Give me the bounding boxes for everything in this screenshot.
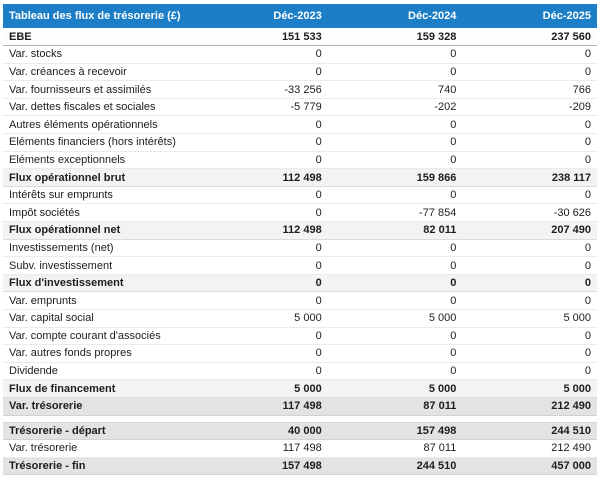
row-label: Var. compte courant d'associés — [3, 327, 193, 345]
spacer-cell — [3, 415, 597, 422]
cell-value: 87 011 — [328, 440, 463, 458]
cell-value: 0 — [462, 274, 597, 292]
cell-value: 0 — [193, 274, 328, 292]
cell-value: 207 490 — [462, 222, 597, 240]
row-label: Var. dettes fiscales et sociales — [3, 98, 193, 116]
cell-value: 0 — [193, 116, 328, 134]
cell-value: 0 — [462, 134, 597, 152]
cell-value: 212 490 — [462, 440, 597, 458]
table-row — [3, 327, 597, 345]
table-row — [3, 345, 597, 363]
table-title: Tableau des flux de trésorerie (£) — [3, 4, 193, 28]
cell-value: 0 — [193, 186, 328, 204]
row-label: Var. autres fonds propres — [3, 345, 193, 363]
cell-value: 0 — [462, 345, 597, 363]
row-label: Var. fournisseurs et assimilés — [3, 81, 193, 99]
table-row — [3, 63, 597, 81]
cell-value: 5 000 — [193, 380, 328, 398]
cell-value: -77 854 — [328, 204, 463, 222]
cell-value: -5 779 — [193, 98, 328, 116]
table-row — [3, 310, 597, 328]
table-row — [3, 28, 597, 46]
cell-value: 238 117 — [462, 169, 597, 187]
cashflow-table — [3, 4, 597, 475]
table-row — [3, 422, 597, 440]
cell-value: 212 490 — [462, 397, 597, 415]
table-row — [3, 204, 597, 222]
cell-value: 766 — [462, 81, 597, 99]
cell-value: 0 — [193, 327, 328, 345]
cell-value: 40 000 — [193, 422, 328, 440]
cell-value: 5 000 — [462, 380, 597, 398]
row-label: Eléments exceptionnels — [3, 151, 193, 169]
cell-value: 0 — [462, 151, 597, 169]
row-label: Dividende — [3, 362, 193, 380]
cell-value: 0 — [328, 345, 463, 363]
table-body — [3, 28, 597, 475]
row-label: Trésorerie - fin — [3, 457, 193, 475]
row-label: Var. emprunts — [3, 292, 193, 310]
table-row — [3, 98, 597, 116]
cell-value: 117 498 — [193, 397, 328, 415]
row-label: Subv. investissement — [3, 257, 193, 275]
column-header-dec-2023: Déc-2023 — [193, 4, 328, 28]
column-header-dec-2024: Déc-2024 — [328, 4, 463, 28]
row-label: Investissements (net) — [3, 239, 193, 257]
cell-value: 5 000 — [462, 310, 597, 328]
table-row — [3, 169, 597, 187]
cell-value: 82 011 — [328, 222, 463, 240]
table-spacer — [3, 415, 597, 422]
cell-value: 0 — [462, 362, 597, 380]
cell-value: 0 — [328, 186, 463, 204]
row-label: Autres éléments opérationnels — [3, 116, 193, 134]
cell-value: 244 510 — [462, 422, 597, 440]
cell-value: 0 — [193, 204, 328, 222]
row-label: Flux de financement — [3, 380, 193, 398]
table-row — [3, 380, 597, 398]
table-row — [3, 46, 597, 64]
cell-value: -209 — [462, 98, 597, 116]
cell-value: 0 — [462, 239, 597, 257]
row-label: Flux opérationnel net — [3, 222, 193, 240]
row-label: Var. créances à recevoir — [3, 63, 193, 81]
cell-value: 0 — [193, 362, 328, 380]
row-label: Var. stocks — [3, 46, 193, 64]
row-label: Impôt sociétés — [3, 204, 193, 222]
cell-value: 151 533 — [193, 28, 328, 46]
cell-value: 0 — [193, 134, 328, 152]
cell-value: 5 000 — [328, 380, 463, 398]
cell-value: -33 256 — [193, 81, 328, 99]
table-row — [3, 257, 597, 275]
cell-value: 0 — [462, 327, 597, 345]
cell-value: 117 498 — [193, 440, 328, 458]
cell-value: 112 498 — [193, 222, 328, 240]
table-row — [3, 292, 597, 310]
table-row — [3, 81, 597, 99]
cell-value: 0 — [328, 327, 463, 345]
table-row — [3, 440, 597, 458]
table-row — [3, 239, 597, 257]
row-label: Flux d'investissement — [3, 274, 193, 292]
cell-value: 0 — [462, 186, 597, 204]
row-label: Flux opérationnel brut — [3, 169, 193, 187]
cell-value: 0 — [193, 151, 328, 169]
cell-value: 0 — [462, 292, 597, 310]
cell-value: 0 — [462, 63, 597, 81]
cell-value: 457 000 — [462, 457, 597, 475]
cell-value: -30 626 — [462, 204, 597, 222]
row-label: Eléments financiers (hors intérêts) — [3, 134, 193, 152]
cell-value: 0 — [328, 116, 463, 134]
cell-value: 157 498 — [328, 422, 463, 440]
cell-value: 0 — [328, 63, 463, 81]
cell-value: 87 011 — [328, 397, 463, 415]
cell-value: 0 — [193, 46, 328, 64]
table-row — [3, 151, 597, 169]
cell-value: 0 — [193, 292, 328, 310]
cell-value: 0 — [462, 257, 597, 275]
cell-value: 112 498 — [193, 169, 328, 187]
table-row — [3, 222, 597, 240]
table-header-row — [3, 4, 597, 28]
row-label: Var. capital social — [3, 310, 193, 328]
row-label: Var. trésorerie — [3, 397, 193, 415]
row-label: Var. trésorerie — [3, 440, 193, 458]
cell-value: 159 328 — [328, 28, 463, 46]
row-label: EBE — [3, 28, 193, 46]
row-label: Trésorerie - départ — [3, 422, 193, 440]
cell-value: 0 — [193, 63, 328, 81]
cell-value: 740 — [328, 81, 463, 99]
cell-value: 0 — [462, 116, 597, 134]
cell-value: 159 866 — [328, 169, 463, 187]
cell-value: 0 — [328, 46, 463, 64]
table-row — [3, 134, 597, 152]
table-row — [3, 397, 597, 415]
table-row — [3, 186, 597, 204]
cell-value: 0 — [328, 274, 463, 292]
table-row — [3, 457, 597, 475]
table-row — [3, 116, 597, 134]
cell-value: 0 — [328, 292, 463, 310]
cell-value: 0 — [193, 239, 328, 257]
cell-value: 5 000 — [328, 310, 463, 328]
column-header-dec-2025: Déc-2025 — [462, 4, 597, 28]
cell-value: 0 — [328, 239, 463, 257]
cell-value: 0 — [328, 362, 463, 380]
cell-value: 237 560 — [462, 28, 597, 46]
cell-value: 0 — [462, 46, 597, 64]
table-row — [3, 274, 597, 292]
cell-value: 0 — [328, 134, 463, 152]
cell-value: 0 — [193, 257, 328, 275]
cell-value: 0 — [193, 345, 328, 363]
cell-value: 0 — [328, 257, 463, 275]
table-row — [3, 362, 597, 380]
cell-value: -202 — [328, 98, 463, 116]
row-label: Intérêts sur emprunts — [3, 186, 193, 204]
cell-value: 157 498 — [193, 457, 328, 475]
cell-value: 5 000 — [193, 310, 328, 328]
cell-value: 0 — [328, 151, 463, 169]
cell-value: 244 510 — [328, 457, 463, 475]
